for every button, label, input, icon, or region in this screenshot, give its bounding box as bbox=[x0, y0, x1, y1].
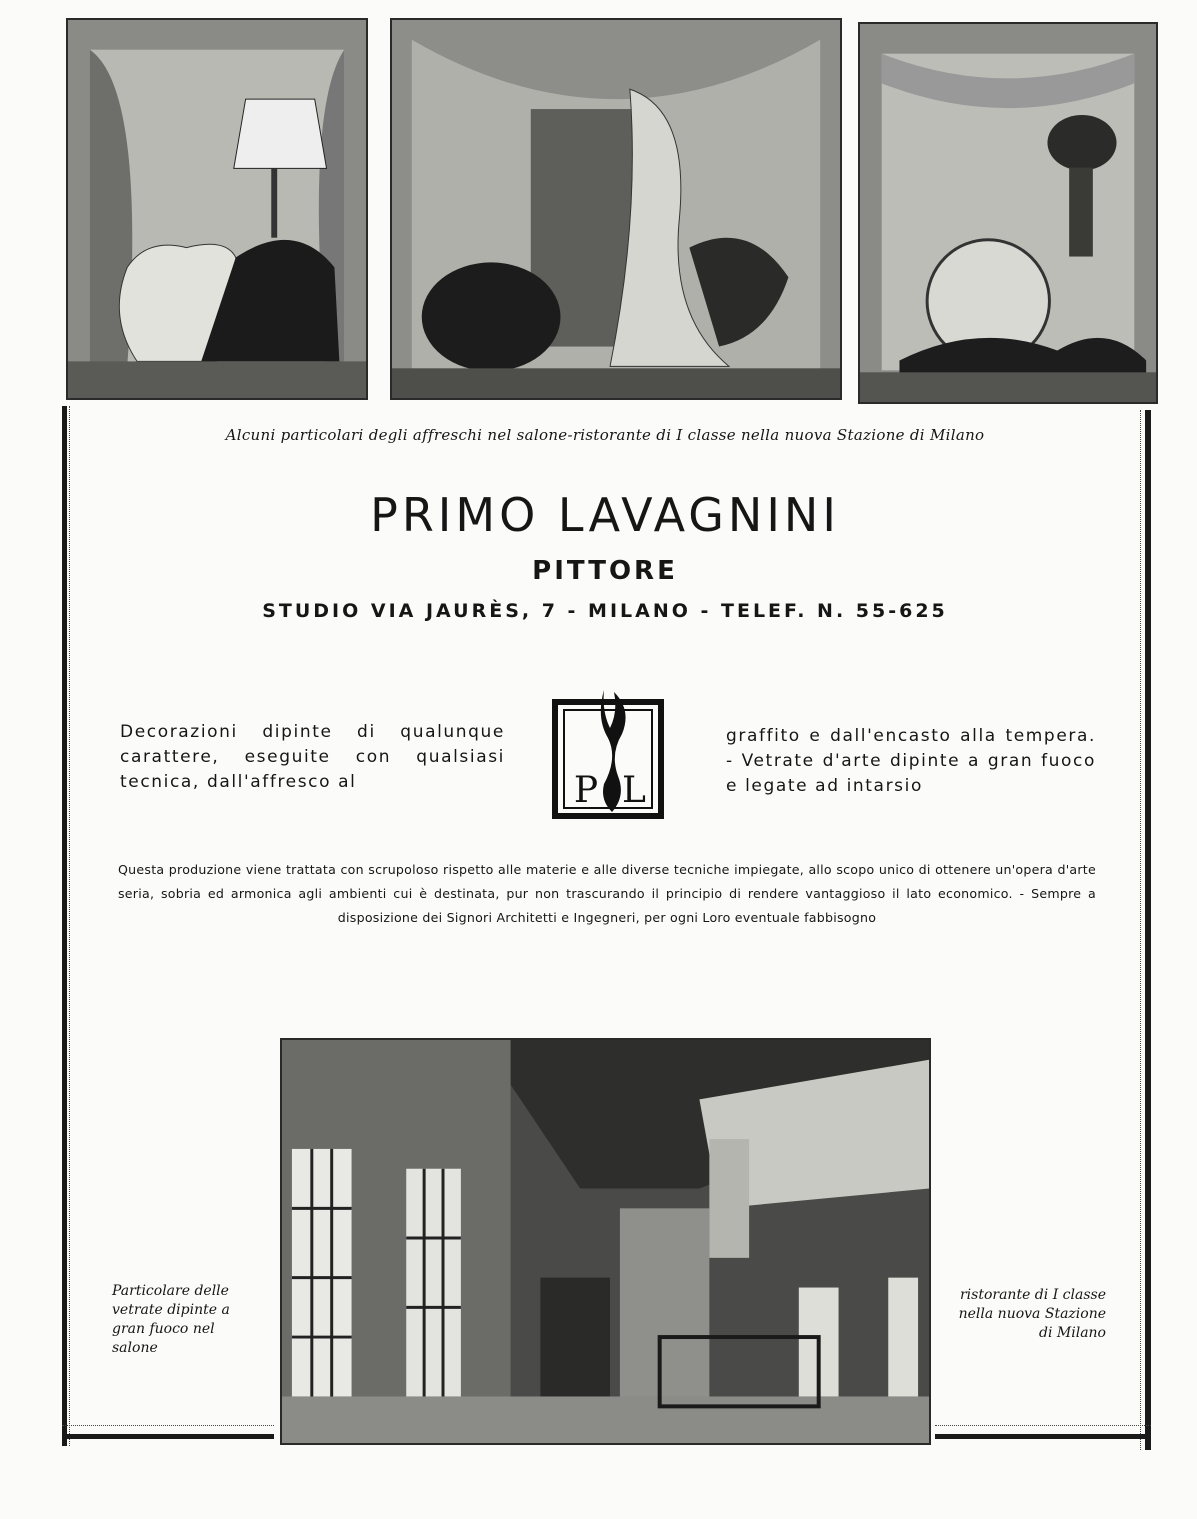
artist-role: PITTORE bbox=[532, 556, 678, 586]
frame-border-right bbox=[1140, 410, 1151, 1450]
monogram-letter-p: P bbox=[573, 770, 599, 811]
description-right: graffito e dall'encasto alla tempera. - Vetrate d'arte dipinte a gran fuoco e legate ad intarsio bbox=[726, 726, 1096, 796]
frame-border-bottom-right bbox=[935, 1425, 1151, 1439]
description-left: Decorazioni dipinte di qualunque carattere, eseguite con qualsiasi tecnica, dall'affresco al bbox=[120, 722, 505, 792]
hall-photo-caption-left: Particolare delle vetrate dipinte a gran fuoco nel salone bbox=[112, 1283, 230, 1356]
restaurant-hall-photo bbox=[280, 1038, 931, 1445]
artist-name: PRIMO LAVAGNINI bbox=[370, 488, 840, 542]
frame-border-left bbox=[62, 406, 70, 1446]
pl-monogram-logo bbox=[552, 688, 664, 820]
frescoes-caption: Alcuni particolari degli affreschi nel salone-ristorante di I classe nella nuova Stazione di Milano bbox=[225, 426, 985, 444]
fresco-photo-drapery-vase bbox=[390, 18, 842, 400]
hall-photo-caption-right: ristorante di I classe nella nuova Stazione di Milano bbox=[958, 1287, 1106, 1341]
studio-address: STUDIO VIA JAURÈS, 7 - MILANO - TELEF. N. 55-625 bbox=[262, 600, 948, 622]
monogram-letter-l: L bbox=[622, 770, 646, 811]
fresco-photo-mirror-helmet bbox=[858, 22, 1158, 404]
fresco-photo-lamp-vase bbox=[66, 18, 368, 400]
frame-border-bottom-left bbox=[62, 1425, 274, 1439]
production-statement: Questa produzione viene trattata con scrupoloso rispetto alle materie e alle diverse tecniche impiegate, allo scopo unico di ottenere un'opera d'arte seria, sobria ed armonica agli ambienti cui è destinata, pur non trascurando il principio di rendere vantaggioso il lato economico. - Sempre a disposizione dei Signori Architetti e Ingegneri, per ogni Loro eventuale fabbisogno bbox=[118, 862, 1096, 925]
